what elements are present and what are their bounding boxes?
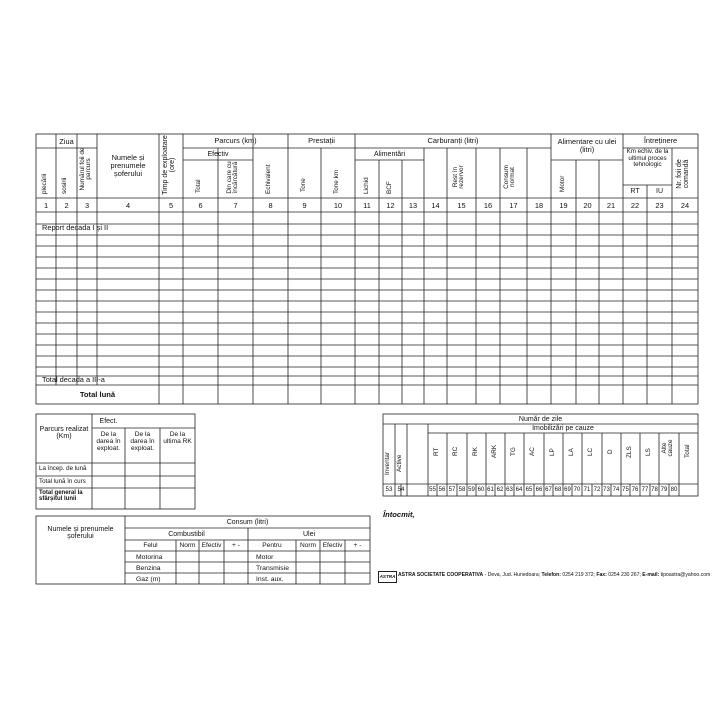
consum-label: Consum (litri) (226, 519, 269, 526)
oil-transmisie: Transmisie (256, 565, 289, 572)
column-number: 20 (583, 201, 592, 210)
column-number: 3 (84, 201, 90, 210)
imobilizari-label: Imobilizări pe cauze (532, 425, 594, 432)
oil-inst-aux: Inst. aux. (256, 576, 284, 583)
header-consum: Consum normat (503, 165, 517, 189)
zile-number: 70 (573, 487, 581, 493)
header-carburanti: Carburanți (litri) (427, 136, 479, 145)
report-label: Report decada I și II (42, 223, 109, 232)
pentru-label: Pentru (262, 542, 282, 549)
total-decade-label: Total decada a III-a (42, 375, 105, 384)
zile-number: 74 (612, 487, 620, 493)
header-bcf: BCF (386, 181, 393, 194)
column-number: 21 (606, 201, 616, 210)
footer-tel-label: Telefon: (541, 572, 561, 578)
plusminus-label: + - (353, 542, 362, 549)
cause-label: LP (549, 448, 556, 456)
cause-label: AC (529, 447, 536, 456)
header-tone-km: Tone km (333, 169, 340, 194)
column-number: 16 (483, 201, 493, 210)
footer-fax-label: Fax: (596, 572, 607, 578)
header-lichid: Lichid (363, 177, 370, 194)
footer-fax: 0254 230 267; (606, 572, 643, 578)
cause-label: LS (645, 448, 652, 456)
cause-label: Total (684, 444, 691, 458)
cause-label: RK (472, 447, 479, 456)
active-label: Active (396, 454, 403, 472)
footer-tel: 0254 219 372; (560, 572, 597, 578)
header-rest: Rest în rezervor (452, 165, 466, 189)
column-number: 22 (630, 201, 640, 210)
efectiv-label: Efectiv (201, 542, 222, 549)
column-number: 11 (363, 201, 371, 210)
column-number: 7 (233, 201, 238, 210)
parcurs-col-1: De la darea în exploat. (96, 431, 121, 452)
parcurs-realizat-label: Parcurs realizat (Km) (39, 426, 89, 441)
column-number: 23 (655, 201, 664, 210)
zile-number: 62 (496, 487, 504, 493)
zile-number: 60 (477, 487, 485, 493)
astra-logo: ASTRA (378, 571, 397, 583)
zile-number: 53 (385, 486, 393, 493)
header-numarul-foii: Numărul foii de parcurs (79, 147, 93, 191)
fuel-benzina: Benzina (136, 565, 161, 572)
column-number: 6 (198, 201, 203, 210)
total-month-label: Total lună (79, 390, 116, 399)
zile-number: 79 (660, 487, 668, 493)
header-total: Total (195, 179, 202, 193)
header-efectiv: Efectiv (207, 151, 229, 158)
parcurs-col-2: De la darea în exploat. (130, 431, 155, 452)
felul-label: Felul (143, 542, 158, 549)
consum-numele-label: Numele și prenumele șoferului (47, 526, 114, 541)
header-prestatii: Prestații (308, 136, 335, 145)
header-tone: Tone (300, 178, 307, 192)
column-number: 4 (125, 201, 131, 210)
zile-number: 75 (622, 487, 629, 493)
zile-number: 56 (438, 487, 446, 493)
column-number: 14 (431, 201, 440, 210)
header-timp: Timp de exploatare (ore) (162, 135, 176, 195)
zile-number: 57 (448, 487, 456, 493)
numar-zile-label: Număr de zile (518, 416, 563, 423)
norm-label: Norm (179, 542, 196, 549)
cause-label: TG (510, 447, 517, 456)
cause-label: Alte cauze (661, 439, 675, 457)
footer-email-label: E-mail: (642, 572, 660, 578)
zile-number: 58 (458, 487, 466, 493)
zile-number: 67 (545, 487, 552, 493)
zile-number: 55 (429, 487, 436, 493)
combustibil-label: Combustibil (168, 531, 205, 538)
header-intretinere: Întreținere (643, 136, 678, 145)
header-din-care: Din care cu încărcătură (226, 161, 240, 194)
footer-email: tipoastra@yahoo.com (659, 572, 711, 578)
plusminus-label: + - (232, 542, 240, 549)
zile-number: 69 (564, 487, 571, 493)
parcurs-col-3: De la ultima RK (163, 431, 192, 445)
intocmit-label: Întocmit, (383, 510, 415, 519)
oil-motor: Motor (256, 554, 274, 561)
column-number: 19 (559, 201, 568, 210)
footer-info (398, 573, 710, 578)
zile-number: 66 (535, 487, 543, 493)
cause-label: D (607, 449, 614, 454)
parcurs-row-3: Total general la sfârșitul lunii (39, 490, 83, 503)
zile-number: 63 (506, 487, 513, 493)
cause-label: LA (568, 448, 575, 456)
header-rt: RT (630, 188, 640, 195)
column-number: 13 (408, 201, 418, 210)
cause-label: ARK (491, 444, 498, 458)
zile-number: 73 (603, 487, 610, 493)
zile-number: 54 (397, 486, 405, 493)
footer-company: ASTRA SOCIETATE COOPERATIVA (398, 572, 484, 578)
zile-number: 61 (487, 487, 494, 493)
zile-number: 76 (631, 487, 639, 493)
zile-number: 80 (670, 487, 678, 493)
header-motor: Motor (559, 175, 566, 192)
column-number: 1 (43, 201, 49, 210)
column-number: 12 (386, 201, 395, 210)
header-ziua: Ziua (59, 137, 74, 146)
norm-label: Norm (299, 542, 317, 549)
header-sosirii: sosirii (61, 177, 68, 194)
parcurs-row-2: Total lună în curs (39, 478, 86, 485)
zile-number: 71 (583, 487, 591, 493)
header-nr-foii-comanda: Nr. foii de comandă (676, 159, 690, 189)
fuel-motorina: Motorina (136, 554, 163, 561)
column-number: 2 (64, 201, 69, 210)
cause-label: RC (452, 446, 459, 456)
ulei-label: Ulei (302, 531, 316, 538)
efect-label: Efect. (99, 418, 118, 425)
column-number: 9 (302, 201, 307, 210)
footer-address: - Deva, Jud. Hunedoara; (483, 572, 542, 578)
header-plecarii: plecării (41, 173, 48, 194)
parcurs-row-1: La încep. de lună (39, 465, 87, 472)
column-number: 8 (268, 201, 273, 210)
zile-number: 77 (641, 487, 649, 493)
header-echivalent: Echivalent (265, 164, 272, 194)
header-alimentare-ulei: Alimentare cu ulei (litri) (557, 137, 617, 154)
fuel-gaz: Gaz (m) (136, 576, 161, 583)
column-number: 18 (534, 201, 544, 210)
zile-number: 59 (468, 487, 475, 493)
header-alimentari: Alimentări (373, 151, 406, 158)
column-number: 24 (680, 201, 690, 210)
column-number: 10 (333, 201, 343, 210)
header-parcurs: Parcurs (km) (214, 136, 257, 145)
header-km-echiv: Km echiv. de la ultimul proces tehnologic (626, 148, 669, 168)
cause-label: RT (433, 447, 440, 456)
zile-number: 78 (651, 487, 658, 493)
header-iu: IU (656, 188, 663, 195)
inventar-label: Inventar (384, 451, 391, 475)
zile-number: 64 (515, 487, 523, 493)
efectiv-label: Efectiv (322, 542, 343, 549)
zile-number: 65 (525, 487, 533, 493)
cause-label: ZLS (626, 446, 633, 458)
cause-label: LC (587, 447, 594, 456)
column-number: 17 (509, 201, 518, 210)
zile-number: 68 (554, 487, 562, 493)
column-number: 15 (457, 201, 466, 210)
header-numele: Numele și prenumele șoferului (110, 153, 146, 178)
column-number: 5 (168, 201, 174, 210)
zile-number: 72 (593, 487, 601, 493)
